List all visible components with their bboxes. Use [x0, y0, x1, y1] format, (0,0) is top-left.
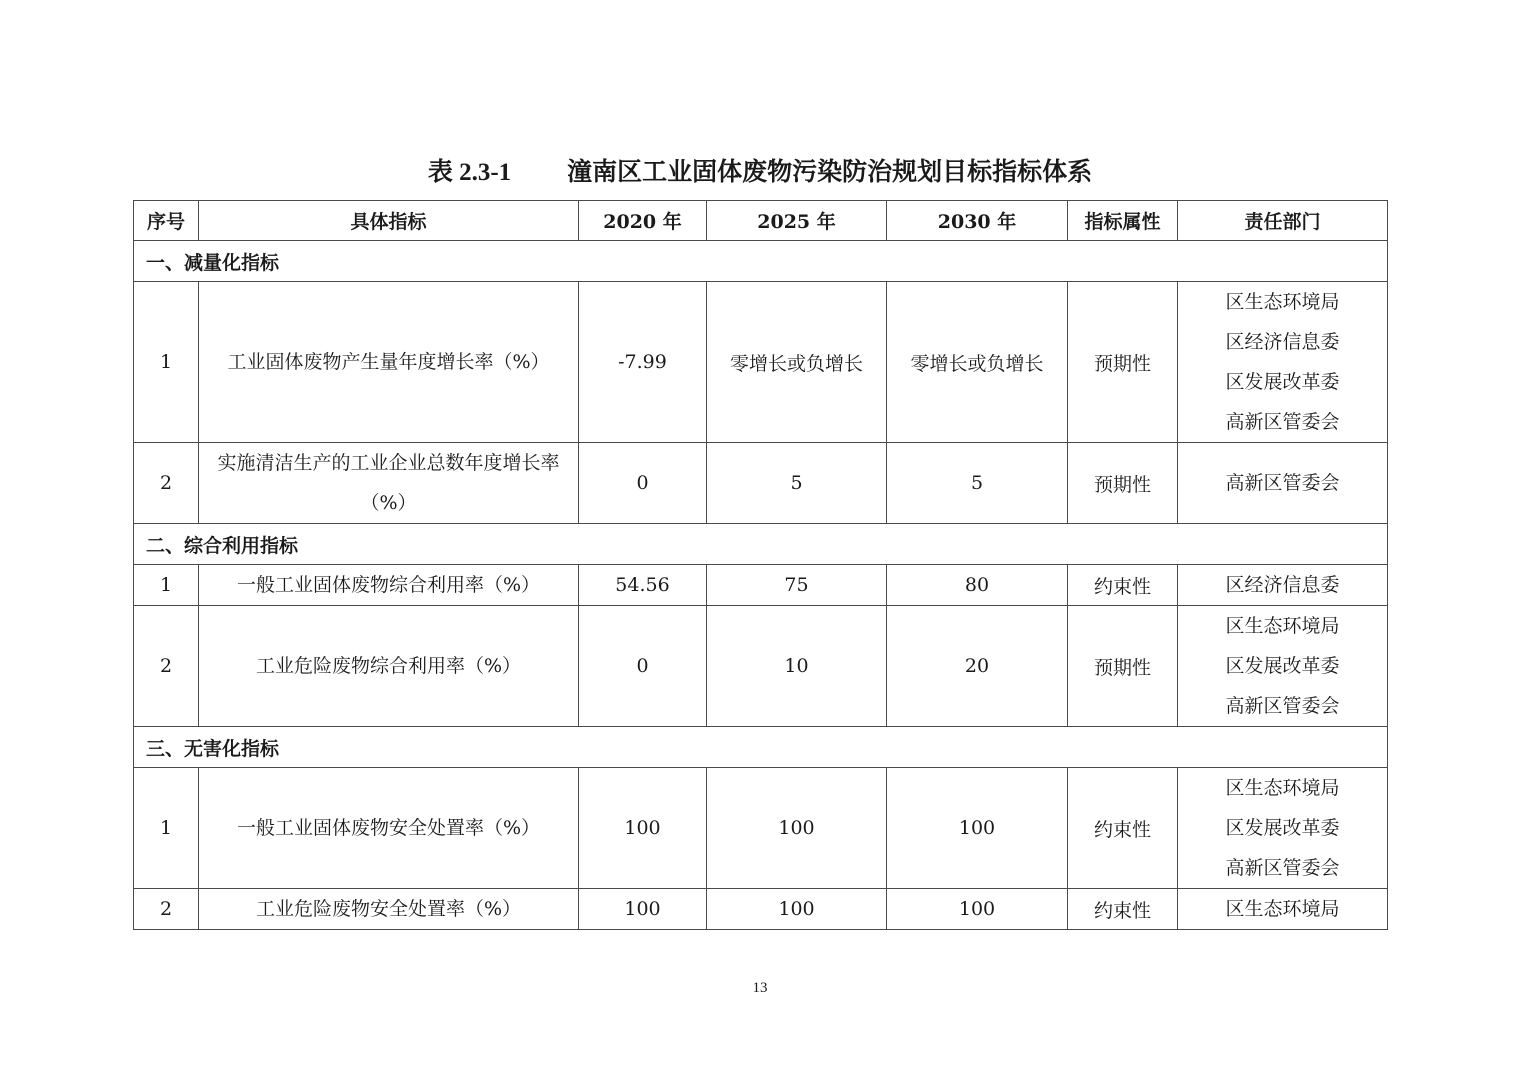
table-title — [0, 152, 1520, 188]
cell-no: 2 — [134, 889, 199, 930]
cell-2025: 零增长或负增长 — [707, 282, 887, 443]
cell-2020: 100 — [579, 768, 707, 889]
table-row — [134, 443, 1388, 524]
cell-2025: 5 — [707, 443, 887, 524]
cell-attr: 约束性 — [1068, 889, 1178, 930]
header-row — [134, 201, 1388, 241]
dept-item: 区生态环境局 — [1225, 291, 1340, 313]
cell-no: 2 — [134, 443, 199, 524]
header-2025: 2025 年 — [707, 201, 887, 241]
cell-attr: 预期性 — [1068, 606, 1178, 727]
cell-2030: 100 — [887, 889, 1068, 930]
cell-2030: 80 — [887, 565, 1068, 606]
cell-dept — [1178, 606, 1388, 727]
cell-2025: 100 — [707, 768, 887, 889]
cell-indicator: 工业固体废物产生量年度增长率（%） — [199, 282, 579, 443]
cell-2030: 20 — [887, 606, 1068, 727]
dept-item: 区生态环境局 — [1225, 615, 1340, 637]
cell-2030: 5 — [887, 443, 1068, 524]
dept-item: 区发展改革委 — [1225, 655, 1340, 677]
cell-indicator: 一般工业固体废物安全处置率（%） — [199, 768, 579, 889]
dept-item: 区发展改革委 — [1225, 817, 1340, 839]
section-heading: 二、综合利用指标 — [134, 524, 1388, 565]
cell-attr: 约束性 — [1068, 565, 1178, 606]
section-heading: 三、无害化指标 — [134, 727, 1388, 768]
cell-2020: 0 — [579, 606, 707, 727]
dept-item: 区经济信息委 — [1225, 574, 1340, 596]
header-attr: 指标属性 — [1068, 201, 1178, 241]
cell-2030: 零增长或负增长 — [887, 282, 1068, 443]
section-row — [134, 524, 1388, 565]
header-no: 序号 — [134, 201, 199, 241]
dept-item: 区生态环境局 — [1225, 898, 1340, 920]
dept-item: 高新区管委会 — [1225, 472, 1340, 494]
dept-item: 区发展改革委 — [1225, 371, 1340, 393]
header-dept: 责任部门 — [1178, 201, 1388, 241]
dept-item: 高新区管委会 — [1225, 695, 1340, 717]
header-2030: 2030 年 — [887, 201, 1068, 241]
table-row — [134, 282, 1388, 443]
cell-2025: 100 — [707, 889, 887, 930]
cell-indicator: 工业危险废物安全处置率（%） — [199, 889, 579, 930]
cell-dept — [1178, 443, 1388, 524]
cell-dept — [1178, 889, 1388, 930]
cell-2020: 0 — [579, 443, 707, 524]
cell-attr: 预期性 — [1068, 443, 1178, 524]
cell-2025: 10 — [707, 606, 887, 727]
cell-dept — [1178, 282, 1388, 443]
table-title-text: 潼南区工业固体废物污染防治规划目标指标体系 — [567, 159, 1093, 186]
cell-no: 2 — [134, 606, 199, 727]
table-row — [134, 768, 1388, 889]
cell-dept — [1178, 768, 1388, 889]
cell-attr: 预期性 — [1068, 282, 1178, 443]
cell-2020: 100 — [579, 889, 707, 930]
dept-item: 高新区管委会 — [1225, 857, 1340, 879]
cell-no: 1 — [134, 565, 199, 606]
header-2020: 2020 年 — [579, 201, 707, 241]
header-indicator: 具体指标 — [199, 201, 579, 241]
section-heading: 一、减量化指标 — [134, 241, 1388, 282]
cell-attr: 约束性 — [1068, 768, 1178, 889]
table-row — [134, 565, 1388, 606]
cell-2025: 75 — [707, 565, 887, 606]
cell-indicator: 实施清洁生产的工业企业总数年度增长率（%） — [199, 443, 579, 524]
table-row — [134, 889, 1388, 930]
cell-2030: 100 — [887, 768, 1068, 889]
indicator-table — [133, 200, 1388, 930]
dept-item: 高新区管委会 — [1225, 411, 1340, 433]
section-row — [134, 241, 1388, 282]
cell-indicator: 一般工业固体废物综合利用率（%） — [199, 565, 579, 606]
section-row — [134, 727, 1388, 768]
table-number: 表 2.3-1 — [427, 159, 512, 186]
page-number: 13 — [752, 980, 768, 996]
cell-dept — [1178, 565, 1388, 606]
cell-indicator: 工业危险废物综合利用率（%） — [199, 606, 579, 727]
dept-item: 区生态环境局 — [1225, 777, 1340, 799]
cell-2020: 54.56 — [579, 565, 707, 606]
dept-item: 区经济信息委 — [1225, 331, 1340, 353]
cell-2020: -7.99 — [579, 282, 707, 443]
cell-no: 1 — [134, 282, 199, 443]
table-row — [134, 606, 1388, 727]
cell-no: 1 — [134, 768, 199, 889]
